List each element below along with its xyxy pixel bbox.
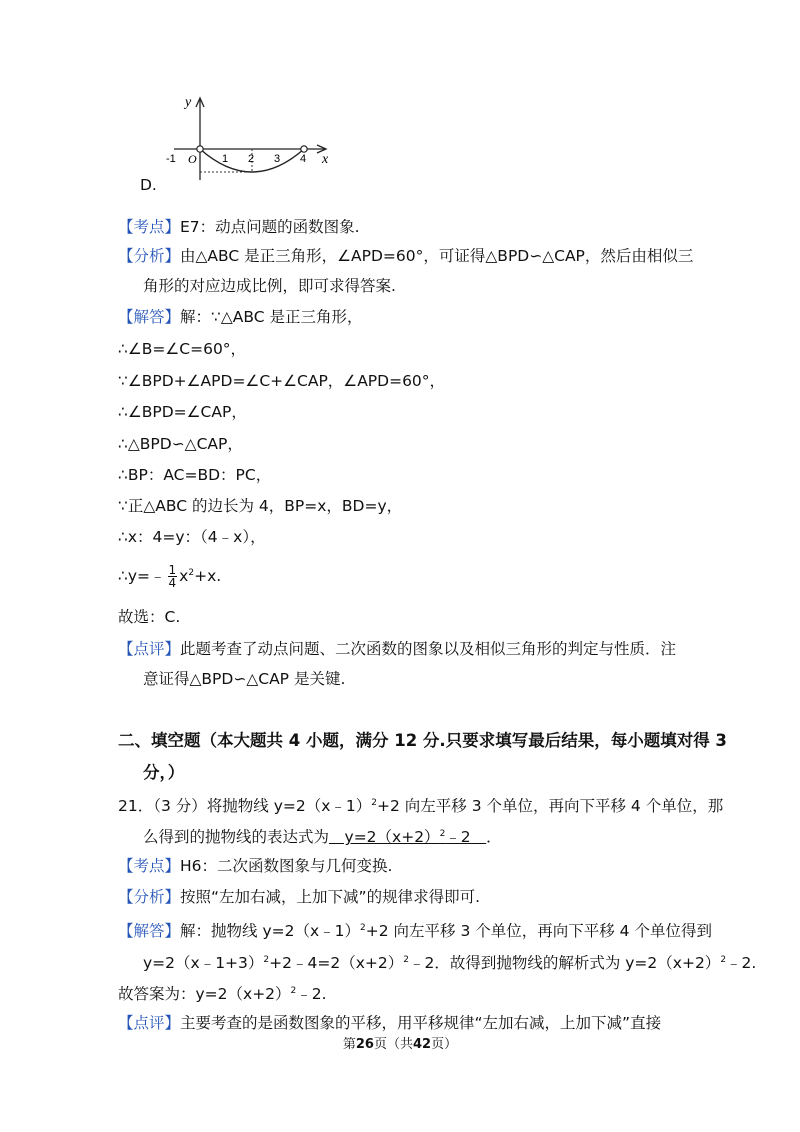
q21-q2-end: ． [486,828,502,847]
q21-fenxi [118,886,480,908]
origin-label: O [188,152,197,166]
q20-jieda [118,306,363,328]
dianping-text-1: 此题考查了动点问题、二次函数的图象以及相似三角形的判定与性质．注 [180,640,677,658]
q20-dianping-line2: 意证得△BPD∽△CAP 是关键. [143,670,346,688]
q21-q-part-b: +2 向左平移 3 个单位，再向下平移 4 个单位，那 [376,797,724,816]
jieda-exp: 2 [360,923,366,933]
q21-question-line1 [118,792,723,817]
fraction-denominator: 4 [168,576,177,591]
fraction-one-quarter [168,564,178,589]
q21-q2-text: 么得到的抛物线的表达式为 [143,828,330,847]
q20-step-1: ∴∠B=∠C=60°， [118,340,247,358]
jieda2-part-a: y=2（x﹣1+3） [143,954,264,973]
page-footer [0,1033,800,1052]
fenxi-text-1: 由△ABC 是正三角形，∠APD=60°，可证得△BPD∽△CAP，然后由相似三 [180,247,694,265]
section-2-heading-line2: 分，） [143,763,185,782]
page-number: 26 [355,1037,374,1052]
jieda2-exp-1: 2 [263,955,270,965]
open-point-origin [197,146,203,152]
jieda-part-b: +2 向左平移 3 个单位，再向下平移 4 个单位得到 [365,922,712,941]
tick-label-3: 3 [274,153,281,165]
q20-step-3: ∴∠BPD=∠CAP， [118,403,247,421]
q21-jieda-line2 [143,949,756,974]
tick-label-1: 1 [222,153,229,165]
total-pages: 42 [413,1037,432,1052]
jieda-text: 解：∵△ABC 是正三角形， [180,308,363,326]
final-prefix: ∴y=﹣ [118,567,166,586]
footer-suffix: 页） [431,1037,458,1052]
answer-line-a: 故答案为：y=2（x+2） [118,985,291,1004]
footer-prefix: 第 [342,1037,356,1052]
jieda2-exp-3: 2 [720,955,727,965]
q21-q-exp: 2 [371,798,377,808]
jieda-part-a: 解：抛物线 y=2（x﹣1） [180,922,360,941]
answer-exp: 2 [439,829,446,839]
answer-part-b: ﹣2 [445,828,487,847]
final-x: x [179,567,189,586]
answer-line-b: ﹣2. [296,985,327,1004]
q21-jieda-line1 [118,917,712,942]
q20-fenxi-line2: 角形的对应边成比例，即可求得答案. [143,277,396,295]
footer-mid: 页（共 [373,1037,413,1052]
jieda2-part-b: +2﹣4=2（x+2） [269,954,404,973]
kaodian-tag: 【考点】 [118,857,181,875]
q21-dianping [118,1012,661,1034]
final-exponent: 2 [188,568,195,578]
q21-question-line2 [143,823,502,848]
q20-kaodian [118,216,360,238]
x-axis-label: x [322,152,329,167]
answer-line-exp: 2 [290,986,297,996]
section-2-heading-line1: 二、填空题（本大题共 4 小题，满分 12 分.只要求填写最后结果，每小题填对得 3 [118,731,727,750]
dianping-tag: 【点评】 [118,640,181,658]
jieda2-part-c: ﹣2．故得到抛物线的解析式为 y=2（x+2） [408,954,721,973]
fenxi-text: 按照“左加右减，上加下减”的规律求得即可. [180,888,481,906]
y-axis-label: y [185,95,192,110]
q20-step-2: ∵∠BPD+∠APD=∠C+∠CAP，∠APD=60°， [118,372,446,390]
fenxi-tag: 【分析】 [118,888,181,906]
jieda2-exp-2: 2 [403,955,409,965]
tick-label-4: 4 [300,153,307,165]
fraction-numerator: 1 [168,563,177,578]
q20-dianping-line1 [118,638,676,660]
q21-answer-line [118,980,327,1005]
q20-step-6: ∵正△ABC 的边长为 4，BP=x，BD=y， [118,497,403,515]
jieda2-part-d: ﹣2. [726,954,757,973]
tick-label-neg1: -1 [166,153,176,165]
q21-answer-blank [329,828,486,846]
q21-q-part-a: 21．（3 分）将抛物线 y=2（x﹣1） [118,797,372,816]
option-d-graph [160,90,340,185]
answer-part-a: y=2（x+2） [329,828,440,847]
q20-step-7: ∴x：4=y：（4﹣x）， [118,528,266,546]
q20-final-formula [118,562,221,589]
fenxi-tag: 【分析】 [118,247,181,265]
kaodian-tag: 【考点】 [118,218,181,236]
q20-step-5: ∴BP：AC=BD：PC， [118,466,272,484]
dianping-text: 主要考查的是函数图象的平移，用平移规律“左加右减，上加下减”直接 [180,1014,662,1032]
jieda-tag: 【解答】 [118,308,181,326]
final-suffix: +x. [194,567,222,586]
q20-step-4: ∴△BPD∽△CAP， [118,435,243,453]
open-point-x4 [301,146,307,152]
tick-label-2: 2 [248,153,255,165]
jieda-tag: 【解答】 [118,922,181,941]
dianping-tag: 【点评】 [118,1014,181,1032]
q20-choice: 故选：C. [118,608,181,626]
kaodian-text: E7：动点问题的函数图象. [180,218,360,236]
kaodian-text: H6：二次函数图象与几何变换. [180,857,393,875]
q20-fenxi-line1 [118,245,693,267]
q21-kaodian [118,855,392,877]
option-d-label: D. [140,176,157,194]
